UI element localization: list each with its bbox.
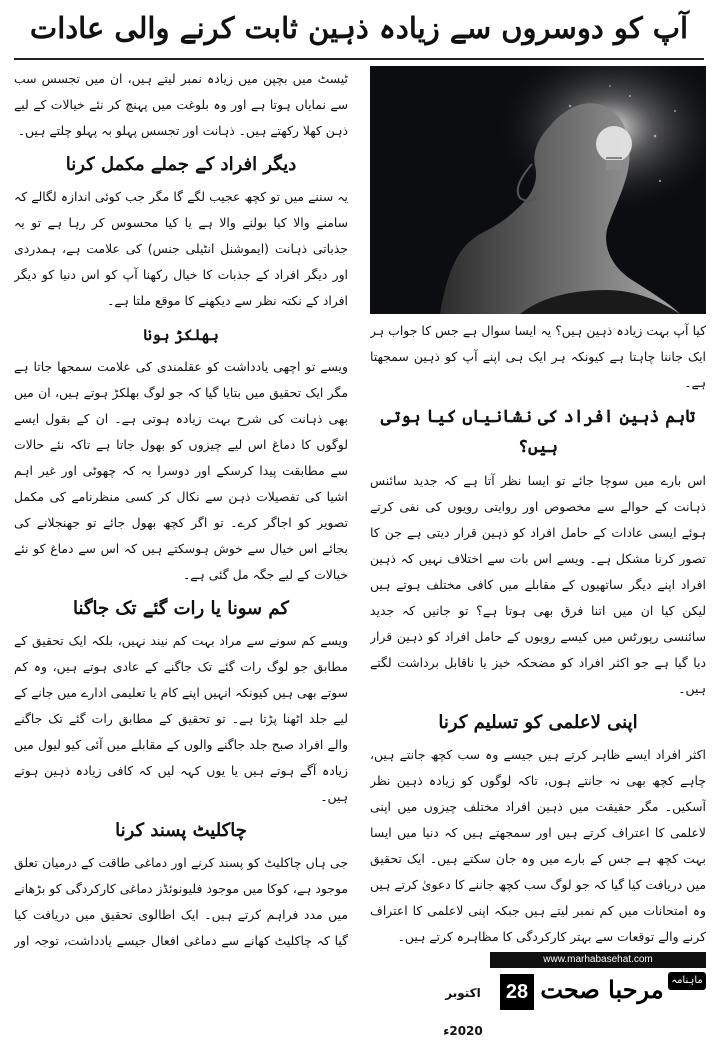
paragraph-completing-sentences: یہ سننے میں تو کچھ عجیب لگے گا مگر جب کوئی اندازہ لگالے کہ سامنے والا کیا بولنے والا ہے یا کیا محسوس کر رہا ہے تو یہ جذباتی ذہانت (ایموشنل انٹیلی جنس) کی علامت ہے، ہمدردی اور دیگر افراد کے جذبات کا خیال رکھنا آپ کو اس دنیا کو دیگر افراد کے نکتہ نظر سے دیکھنے کا موقع ملتا ہے۔: [14, 189, 348, 308]
continued-paragraph: ٹیسٹ میں بچپن میں زیادہ نمبر لیتے ہیں، ان میں تجسس سب سے نمایاں ہوتا ہے اور وہ بلوغت میں پہنچ کر نئے خیالات کے لیے ذہن کھلا رکھتے ہیں۔ ذہانت اور تجسس پہلو بہ پہلو چلتے ہیں۔: [14, 71, 348, 138]
magazine-label: ماہنامہ: [668, 972, 706, 990]
heading-late-nights: کم سونا یا رات گئے تک جاگنا: [73, 598, 289, 619]
right-column: [370, 66, 706, 946]
title-divider: [14, 58, 704, 60]
article-photo: [370, 66, 706, 314]
magazine-footer: [430, 952, 706, 1038]
photo-caption: کیا آپ بہت زیادہ ذہین ہیں؟ یہ ایسا سوال ہے جس کا جواب ہر ایک جاننا چاہتا ہے کیونکہ ہر ایک ہی اپنے آپ کو ذہین سمجھتا ہے۔: [370, 323, 706, 390]
left-column: [14, 66, 348, 954]
paragraph-late-nights: ویسے کم سونے سے مراد بہت کم نیند نہیں، بلکہ ایک تحقیق کے مطابق جو لوگ رات گئے تک جاگنے کے عادی ہوتے ہیں، وہ کم سوتے بھی ہیں کیونکہ انہیں اپنے کام یا تعلیمی ادارے میں جانے کے لیے جلد اٹھنا پڑتا ہے۔ تو تحقیق کے مطابق رات گئے تک جاگنے والے افراد صبح جلد جاگنے والوں کے مقابلے میں آئی کیو لیول میں زیادہ آگے ہوتے ہیں یا یوں کہہ لیں کہ کافی زیادہ ذہین ہوتے ہیں۔: [14, 633, 348, 804]
article-title: آپ کو دوسروں سے زیادہ ذہین ثابت کرنے والی عادات: [29, 11, 689, 45]
main-question-heading: تاہم ذہین افراد کی نشانیاں کیا ہوتی ہیں؟: [380, 407, 696, 457]
paragraph-forgetful: ویسے تو اچھی یادداشت کو عقلمندی کی علامت سمجھا جاتا ہے مگر ایک تحقیق میں بتایا گیا کہ جو لوگ بھلکڑ ہوتے ہیں، ان میں بھی ذہانت کی شرح بہت زیادہ ہوتی ہے۔ ان کے بقول ایسے لوگوں کا دماغ اس لیے چیزوں کو بھول جاتا ہے تاکہ نئے حالات سے مطابقت پیدا کرسکے اور دوسرا یہ کہ چھوٹی اور غیر اہم اشیا کی تفصیلات ذہن سے نکال کر کسی منظرنامے کی مکمل تصویر کو اجاگر کرے۔ تو اگر کچھ بھول جائے تو جھنجلانے کی بجائے اس خیال سے خوش ہوسکتے ہیں کہ اس سے دماغ کو نئے خیالات کے لیے جگہ مل گئی ہے۔: [14, 359, 348, 582]
heading-chocolate: چاکلیٹ پسند کرنا: [115, 820, 247, 841]
paragraph-admit-ignorance: اکثر افراد ایسے ظاہر کرتے ہیں جیسے وہ سب کچھ جانتے ہیں، چاہے کچھ بھی نہ جانتے ہوں، تاکہ لوگوں کو زیادہ ذہین نظر آسکیں۔ مگر حقیقت میں ذہین افراد مختلف چیزوں میں اپنی لاعلمی کا اعتراف کرتے ہیں اور سمجھتے ہیں کہ دنیا میں ایسا بہت کچھ ہے جس کے بارے میں وہ جان سکتے ہیں۔ ایک تحقیق میں دریافت کیا گیا کہ جو لوگ سب کچھ جاننے کا دعویٰ کرتے ہیں وہ امتحانات میں کم نمبر لیتے ہیں جبکہ اپنی لاعلمی کا اعتراف کرنے والے توقعات سے بہتر کارکردگی کا مظاہرہ کرتے ہیں۔: [370, 747, 706, 944]
paragraph-chocolate: جی ہاں چاکلیٹ کو پسند کرنے اور دماغی طاقت کے درمیان تعلق موجود ہے، کوکا میں موجود فلیونوئڈز دماغی کارکردگی کو بڑھانے میں مدد فراہم کرتے ہیں۔ ایک اطالوی تحقیق میں دریافت کیا گیا کہ چاکلیٹ کھانے سے دماغی افعال جیسے یادداشت، توجہ اور: [14, 855, 348, 948]
intro-paragraph: اس بارے میں سوچا جائے تو ایسا نظر آتا ہے کہ جدید سائنس ذہانت کے حوالے سے مخصوص اور روایتی رویوں کی نفی کرتے ہوئے ایسی عادات کے حامل افراد کو ذہین قرار دیتی ہے جن کا تصور کرنا مشکل ہے۔ ویسے اس بات سے اختلاف نہیں کہ ذہین افراد اپنے دیگر ساتھیوں کے مقابلے میں کافی مختلف ہوتے ہیں لیکن کیا ان میں اتنا فرق بھی ہوتا ہے؟ تو جانیں کہ جدید سائنسی رپورٹس میں کیسے رویوں کے حامل افراد کو ذہین قرار دیا گیا ہے جو اکثر افراد کو مضحکہ خیز یا ناقابل برداشت لگتے ہیں۔: [370, 473, 706, 696]
heading-forgetful: بھلکڑ ہونا: [143, 326, 219, 344]
thinking-man-lightbulb-image: [370, 66, 706, 314]
magazine-logo: مرحبا صحت: [540, 975, 664, 1004]
page-number: 28: [500, 974, 534, 1010]
website-url[interactable]: www.marhabasehat.com: [490, 952, 706, 968]
heading-admit-ignorance: اپنی لاعلمی کو تسلیم کرنا: [438, 712, 638, 733]
issue-date: اکتوبر 2020ء: [443, 986, 483, 1038]
heading-completing-sentences: دیگر افراد کے جملے مکمل کرنا: [65, 154, 297, 175]
